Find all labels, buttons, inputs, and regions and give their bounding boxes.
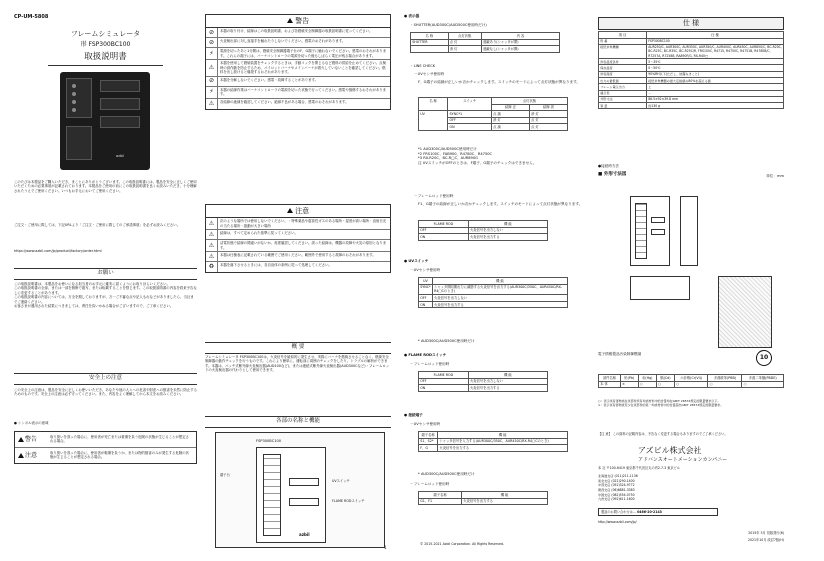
spec-row: フレーム電圧出力 上	[599, 84, 784, 90]
caution-item: ⚠ 次のような場所では使用しないでください。・特殊薬品や腐食性ガスのある場所・湿度が高い場所・直射日光の当たる場所・振動が大きい場所	[206, 218, 390, 230]
title-line2: 形 FSP300BC100	[80, 41, 131, 48]
frswitch-heading: ● FLAME RODスイッチ	[404, 353, 447, 357]
caution-icon: ⚠	[206, 230, 218, 239]
caution-box-header	[206, 205, 390, 218]
fr-text: F1、G端子の結線が正しいか否かチェックします。スイッチのモードによって点灯状態が異なります。	[418, 202, 583, 206]
hazard-notes: ○：表示该有害物质在该部件所有均质材料中的含量均在GB/T 26572规定的限量要求以下。 ×：表示该有害物质至少在该部件的某一均质材料中的含量超出GB/T 26572规定的限量要求。	[598, 399, 724, 407]
spec-row: 形 番 FSP300BC100	[599, 38, 784, 44]
contact-box	[598, 508, 718, 516]
uv-switch-panel	[100, 98, 140, 110]
symbol-legend-box	[14, 431, 197, 464]
anzen-paragraph: この安全上の注意は、製品を安全に正しくお使いいただき、あなたや他の人々への危害や財産への損害を未然に防止するためのものです。安全上の注意は必ず守ってください。また、内容をよく理解してから本文をお読みください。	[14, 388, 197, 397]
company-name: アズビル株式会社	[638, 446, 702, 455]
uvswitch-heading: ● UVスイッチ	[404, 259, 429, 263]
dimension-unit: 単位：mm	[766, 174, 784, 178]
dimension-title: ■ 外形寸法図	[598, 172, 627, 177]
contact-phone[interactable]: 0466-20-2143	[637, 510, 662, 514]
front-switch	[651, 229, 665, 235]
spec-row: 保存温度 0～50℃	[599, 65, 784, 71]
screw-icon	[72, 108, 76, 112]
warning-label: 警告	[25, 435, 38, 443]
warning-item: ⊘ 火炎検出部に対し直接手を触れたりしないでください。感電のおそれがあります。	[206, 38, 390, 48]
electric-shock-icon: ⚡	[206, 87, 218, 98]
spec-row: 許容湿度 90%RH以下(ただし、結露なきこと)	[599, 71, 784, 77]
caution-triangle-icon	[287, 208, 293, 213]
doc-number: CP-UM-5808	[14, 14, 49, 20]
page-number: 1	[384, 545, 387, 550]
revision: 2021年10月 改訂7版(H)	[747, 538, 784, 542]
screw-icon	[72, 92, 76, 96]
column-4	[598, 0, 784, 561]
column-3	[384, 0, 590, 561]
uvswitch-note: * AUD300C/AUD500C使用時だけ	[418, 339, 475, 343]
screw-icon	[72, 84, 76, 88]
caution-icon: ⚠	[206, 60, 218, 75]
company-url[interactable]: http://www.azbil.com/jp/	[598, 520, 637, 524]
parts-diagram	[215, 432, 385, 548]
device-brand: azbil	[116, 154, 125, 158]
screw-icon	[72, 100, 76, 104]
led-panel	[100, 80, 140, 92]
spec-row: 適合表 －	[599, 90, 784, 96]
caution-icon: ⚠	[206, 252, 218, 261]
caution-item: ⚠ 結線は、すべて定められた基準に従ってください。	[206, 230, 390, 240]
front-view-drawing	[630, 196, 670, 266]
spec-table: 項 目 仕 様 形 番 FSP300BC100 接続対象機種 AUR250/C, AUR300C, AUR350C, AUR350/C, AUR400C, AUR450C, AUR850/C, BC-R20C, BC-R25C, BC-R35C, BC-R25C/R, FRS100C, R4715, R4750C, R4751B, R4780B/C, R7257A, R7258B, RA890F/G, RX-R40□ 許容温度条件 5～35℃ 保存温度 0～50℃ 許容湿度 90%RH以下(ただし、結露なきこと) 出力の最低値 接続対象機器の最大定格値の80%を超える値 フレーム電圧出力 上 適合表 － 外形寸法 86.5×92×39.8 mm 質 量 約130 g	[600, 32, 782, 108]
edition: 2015年 3月 初版発行(6)	[748, 531, 784, 535]
frswitch-table: FLAME ROD 機 能 OFF 火炎信号を出力しない ON 火炎信号を出力する	[418, 371, 548, 392]
flame-rod-switch	[289, 498, 319, 506]
onegai-list	[14, 282, 197, 309]
linecheck-uv-used: －UVセンサ使用時	[414, 72, 445, 76]
linecheck-text: F、G端子の結線が正しいか否かチェックします。スイッチのモードによって点灯状態が異なります。	[418, 80, 581, 84]
terminal-uv-note: * AUD300C/AUD500C使用時だけ	[418, 472, 475, 476]
spec-title: 仕 様	[598, 17, 784, 30]
linecheck-notes: *1 AUD300C/AUD500C使用時だけ *2 FRS100C、FAB900、R4780C、R4750C *3 RX-R20C、BC-R□C、AUR890G 注 UVスイッチがOFFのときは、F端子、G端子のチェックはできません。	[418, 147, 537, 166]
intro-paragraph-2: ご注文・ご使用に際しては、下記URLより「ご注文・ご使用に際してのご承諾事項」を必ずお読みください。	[14, 223, 181, 227]
caution-heading: 注意	[295, 206, 310, 215]
terminal-block	[66, 78, 92, 118]
caution-symbol-row	[15, 447, 196, 463]
title-line3: 取扱説明書	[84, 52, 127, 62]
onegai-item: この取扱説明書の内容については、万全を期しておりますが、万一ご不審な点や記入もれなどがありましたら、当社までご連絡ください。	[14, 295, 194, 304]
warning-item: ⊘ 本器の取り付け、結線はこの取扱説明書、および各燃焼安全制御器の取扱説明書に従ってください。	[206, 28, 390, 38]
caution-box	[205, 204, 391, 273]
linecheck-table: 名 称 スイッチ 点灯状態 結線 正 結線 誤 UV SYNC*1 点 滅 消 灯 OFF 消 灯 点 灯 ON 点 滅 点 灯	[418, 97, 568, 131]
warning-item: ⚠ 各結線の絶縁を確認してください。絶縁不良がある場合、感電のおそれがあります。	[206, 99, 390, 109]
onegai-item: お客さまが運用された結果につきましては、責任を負いかねる場合がございますので、ご了承ください。	[14, 304, 174, 309]
spec-row: 質 量 約130 g	[599, 103, 784, 109]
warning-box	[205, 14, 391, 110]
warning-item: ⚡ 電源を切ったあと1分間は、燃焼安全制御器端子台のF、G端子に触れないでください。感電のおそれがあります。これらの端子には、バーナコントローラの電源を切った後もしばらく電圧が残る場合があります。	[206, 48, 390, 60]
intro-paragraph-1: このたびは本製品をご購入いただき、まことにありがとうございます。この取扱説明書には、製品を安全に正しくご使用いただくための必要事項が記載されております。本製品をご使用の前にこの取扱説明書を良くお読みいただき、十分理解されたうえでご使用ください。いつもお手元においてご使用ください。	[14, 180, 197, 193]
terminal-fr-used: －フレームロッド使用時	[410, 482, 450, 486]
front-terminal-strip	[635, 203, 647, 259]
caution-item: ⚠ 本器は仕様表に記載されている範囲でご使用ください。範囲外で使用すると故障のおそれがあります。	[206, 252, 390, 262]
warning-item: ⊘ 本器を分解しないでください。感電・故障することがあります。	[206, 77, 390, 87]
warning-triangle-icon	[287, 18, 293, 23]
linecheck-label: ・LINE CHECK	[410, 64, 436, 68]
title-rule	[48, 65, 163, 66]
linecheck-fr-used: －フレームロッド使用時	[414, 194, 454, 198]
branch-phones: 北海道支店 (011)211-1136 東北支店 (022)290-1400 中部支店 (052)324-9772 関西支店 (06)6881-3383 中国支店 (082)554-0750 九州支店 (092)611-1600	[598, 474, 638, 502]
onegai-item: この取扱説明書の全部、または一部を無断で複写、または転載することを禁じます。この取扱説明書の内容を将来予告なしに変更することがあります。	[14, 286, 197, 295]
spec-note: ●接続時方法	[598, 164, 620, 168]
label-uv-switch: UVスイッチ	[332, 479, 350, 483]
onegai-item: この取扱説明書は、本製品をお使いになる担当者のお手元に確実に届くようにお取り計らいください。	[14, 282, 170, 286]
shutter-label: ・SHUTTER(AUD300C/AUD500C使用時だけ)	[410, 23, 487, 27]
terminal-strip	[263, 454, 281, 536]
terminal-uv-used: －UVセンサ使用時	[410, 422, 441, 426]
caution-description: 取り扱いを誤った場合に、使用者が軽傷を負うか、または物的損害のみが発生する危険の状態が生じることが想定される場合。	[50, 450, 190, 460]
warning-symbol-row	[15, 432, 196, 447]
warning-triangle-icon	[18, 437, 24, 442]
no-touch-icon: ⊘	[206, 38, 218, 47]
caution-icon: ⚠	[206, 218, 218, 229]
uvswitch-table: UV 機 能 SYNC* シャッタ開同期出力に調節する火炎信号を出力する(AUR300C/350C、AUR450C/RX-R4□Cのとき) OFF 火炎信号を出力しない ON 火炎信号を出力する	[418, 277, 568, 308]
fr-table: FLAME ROD 機 能 OFF 火炎信号を出力しない ON 火炎信号を出力する	[418, 220, 548, 241]
hazard-table: 部件名称 铅(Pb) 汞(Hg) 镉(Cd) 六价铬(Cr(VI)) 多溴联苯(PBB) 多溴二苯醚(PBDE) 本 体 × ○ ○ ○ ○ ○	[598, 374, 784, 388]
uvswitch-used: －UVセンサ使用時	[410, 268, 441, 272]
terminal-block-lower	[66, 126, 92, 160]
warning-item: ⚠ 本器を使用して燃焼装置をチェックするときは、手動コックを閉じるなど燃料の供給を止めてください。点検時の誤作動を防止するため、パイロットバーナやメインバーナが着火していないことを確認してください。燃料を出し続けると爆発するおそれがあります。	[206, 60, 390, 76]
intro-url[interactable]: https://www.azbil.com/jp/product/factory/order.html	[14, 249, 102, 253]
copyright: © 2015-2021 Azbil Corporation. All Rights Reserved.	[420, 542, 504, 546]
warning-description: 取り扱いを誤った場合に、使用者が死亡または重傷を負う危険の状態が生じることが想定される場合。	[50, 435, 190, 444]
bottom-view-drawing	[630, 276, 690, 300]
title-line1: フレームシミュレータ	[70, 30, 141, 38]
caution-item: ⚠ 活電状態で結線の間違いがないか、再度確認してください。誤った結線は、機器の故障や火災の原因となります。	[206, 240, 390, 252]
caution-item: ♻ 本器を落下させるときには、各自治体の条例に従って処理してください。	[206, 262, 390, 272]
front-switch	[651, 217, 665, 223]
gaiyo-text: フレームシミュレータ FSP300BC100は、火炎信号を疑似的に発生させ、実際にバーナを燃焼させることなく、燃焼安全制御器の動作チェックを行うものです。これにより簡単に、運転前に周囲のチェックをしたり、トラブルの解析ができます。本器は、パッチ式紫外線火炎検出器(AUD100など)、または連続式紫外線火炎検出器(AUD300Cなど)・フレームロッドの火炎検出器の代わりとして使用できます。	[205, 355, 390, 373]
warning-heading: 警告	[295, 16, 310, 25]
company-sub: アドバンスオートメーションカンパニー	[638, 457, 728, 463]
flame-rod-switch-panel	[100, 116, 140, 128]
terminal-uv-table: 端子名称 機 能 S1、S2* シャッタ信号を入力する(AUR300C/350C、AUR450C/RX-R4□Cのとき) F、G 火炎信号を出力する	[418, 431, 568, 452]
symbol-meaning-title: ● シンボル表示の意味	[14, 421, 49, 425]
spec-row: 外形寸法 86.5×92×39.8 mm	[599, 96, 784, 102]
onegai-heading: お願い	[14, 268, 197, 280]
electric-shock-icon: ⚡	[206, 48, 218, 59]
no-disassembly-icon: ⊘	[206, 77, 218, 86]
label-terminal: 端子台	[220, 473, 230, 477]
caution-label: 注意	[25, 451, 38, 459]
side-view-drawing	[680, 196, 698, 266]
caution-icon: ⚠	[206, 99, 218, 109]
headquarters: 本 社 〒100-6419 東京都千代田区丸の内2-7-3 東京ビル	[598, 466, 680, 470]
prohibit-icon: ⊘	[206, 28, 218, 37]
spec-row: 出力の最低値 接続対象機器の最大定格値の80%を超える値	[599, 78, 784, 84]
column-1	[14, 0, 197, 561]
terminal-fr-table: 端子名称 機 能 G1、F1 火炎信号を出力する	[418, 491, 548, 505]
caution-triangle-icon	[18, 453, 24, 458]
notice: 【注 意】 この資料の記載内容は、予告なく変更する場合もありますのでご了承ください。	[598, 432, 728, 436]
rohs-caption: 電子情報製品汚染制御標識	[598, 352, 642, 356]
frswitch-used: －フレームロッド使用時	[410, 362, 450, 366]
gaiyo-heading: 概 要	[205, 342, 391, 354]
terminal-heading: ● 接続端子	[404, 413, 423, 417]
recycle-icon: ♻	[206, 262, 218, 272]
warning-box-header	[206, 15, 390, 28]
rear-view-drawing	[718, 276, 772, 348]
uv-switch	[289, 478, 319, 486]
spec-row: 接続対象機種 AUR250/C, AUR300C, AUR350C, AUR350/C, AUR400C, AUR450C, AUR850/C, BC-R20C, BC-R25C, BC-R35C, BC-R25C/R, FRS100C, R4715, R4750C, R4751B, R4780B/C, R7257A, R7258B, RA890F/G, RX-R40□	[600, 45, 782, 58]
meisho-heading: 各部の名称と機能	[205, 416, 391, 428]
diagram-brand: azbil	[299, 532, 310, 537]
epup-10-icon: 10	[756, 350, 772, 366]
column-2	[205, 0, 391, 561]
contact-label: 製品のお問い合わせは…	[601, 510, 637, 514]
caution-icon: ⚠	[206, 240, 218, 251]
device-photo	[60, 72, 150, 170]
shutter-table: 名 称 点灯状態 内 容 SHUTTER 点 灯 遮蔽あり(シャッタが閉) 消 灯 遮蔽なし(シャッタが開)	[410, 32, 560, 53]
diagram-model: FSP300BC100	[256, 439, 282, 443]
device-outline	[256, 447, 326, 543]
spec-row: 許容温度条件 5～35℃	[599, 59, 784, 65]
anzen-heading: 安全上の注意	[14, 373, 197, 385]
display-heading: ● 表示器	[404, 14, 420, 18]
warning-item: ⚡ 本器の結線作業はバーナコントローラの電源を切った状態で行ってください。感電や損傷するおそれがあります。	[206, 87, 390, 99]
label-fr-switch: FLAME RODスイッチ	[332, 499, 365, 503]
